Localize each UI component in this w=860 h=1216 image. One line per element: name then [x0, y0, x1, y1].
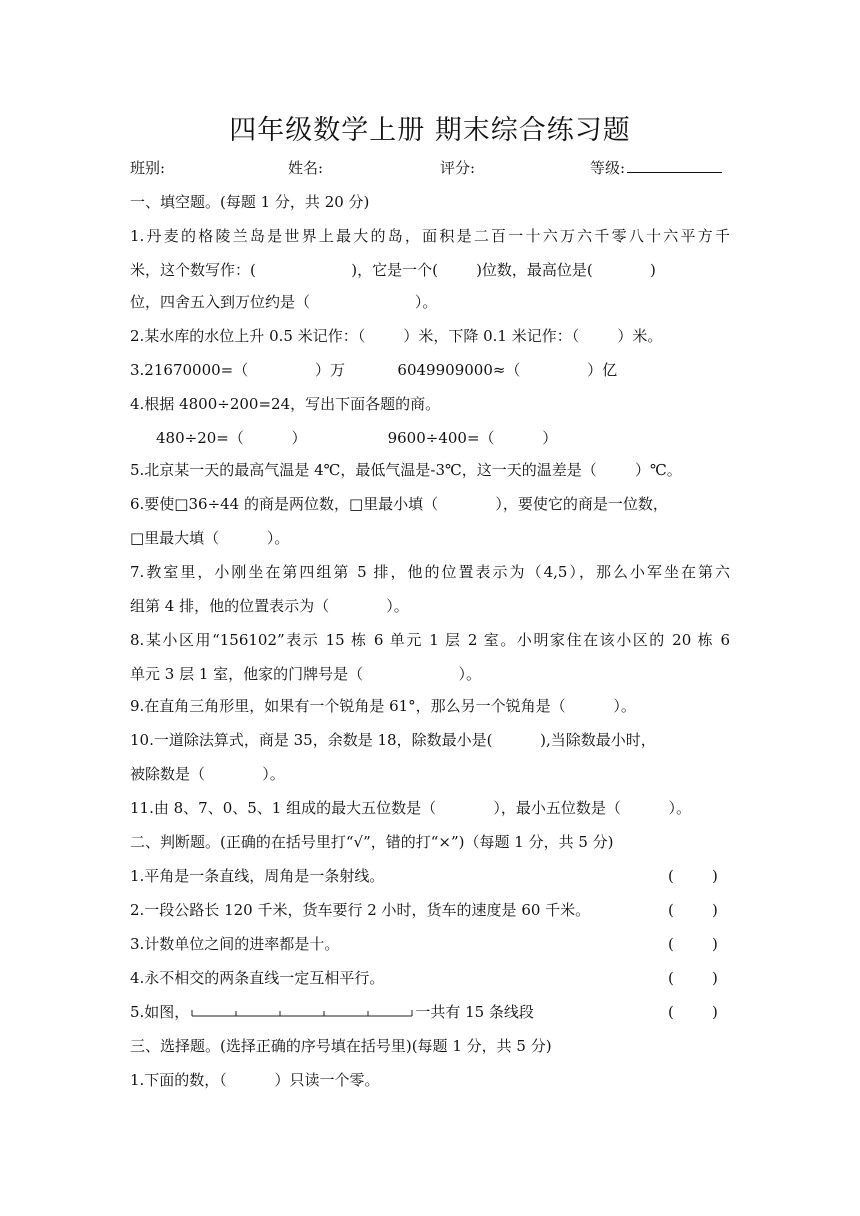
judge-answer-1[interactable]: ( ) [668, 867, 718, 885]
name-label: 姓名: [288, 159, 324, 177]
q4: 4.根据 4800÷200=24，写出下面各题的商。 [130, 395, 441, 413]
section1-heading: 一、填空题。(每题 1 分，共 20 分) [130, 193, 370, 211]
judge-item-4: 4.永不相交的两条直线一定互相平行。 [130, 969, 385, 987]
judge-answer-3[interactable]: ( ) [668, 935, 718, 953]
judge-item-5-text: 5.如图， [130, 1003, 190, 1021]
class-label: 班别: [130, 159, 166, 177]
q7-line1: 7.教室里，小刚坐在第四组第 5 排，他的位置表示为（4,5），那么小军坐在第六 [130, 563, 730, 581]
section3-heading: 三、选择题。(选择正确的序号填在括号里)(每题 1 分，共 5 分) [130, 1037, 552, 1055]
q4-subitems: 480÷20=（ ） 9600÷400=（ ） [156, 429, 558, 447]
score-label: 评分: [440, 159, 476, 177]
page-title: 四年级数学上册 期末综合练习题 [229, 115, 631, 146]
q8-line2: 单元 3 层 1 室，他家的门牌号是（ ）。 [130, 665, 482, 683]
choice-q1: 1.下面的数，（ ）只读一个零。 [130, 1071, 380, 1089]
q10-line2: 被除数是（ ）。 [130, 765, 285, 783]
q6-line1: 6.要使□36÷44 的商是两位数，□里最小填（ ），要使它的商是一位数， [130, 495, 668, 513]
judge-answer-2[interactable]: ( ) [668, 901, 718, 919]
q6-line2: □里最大填（ ）。 [130, 529, 290, 547]
q9: 9.在直角三角形里，如果有一个锐角是 61°，那么另一个锐角是（ ）。 [130, 697, 636, 715]
grade-blank[interactable] [627, 158, 722, 173]
judge-item-5 [130, 1002, 534, 1022]
grade-label: 等级: [590, 159, 626, 177]
judge-item-1: 1.平角是一条直线，周角是一条射线。 [130, 867, 385, 885]
section2-heading: 二、判断题。(正确的在括号里打“√”，错的打“×”)（每题 1 分，共 5 分) [130, 833, 614, 851]
judge-answer-5[interactable]: ( ) [668, 1003, 718, 1021]
line-segment-figure [191, 1006, 413, 1020]
q3: 3.21670000=（ ）万 6049909000≈（ ）亿 [130, 361, 618, 379]
q10-line1: 10.一道除法算式，商是 35，余数是 18，除数最小是( ),当除数最小时， [130, 731, 656, 749]
judge-item-2: 2.一段公路长 120 千米，货车要行 2 小时，货车的速度是 60 千米。 [130, 901, 591, 919]
q7-line2: 组第 4 排，他的位置表示为（ ）。 [130, 597, 409, 615]
judge-answer-4[interactable]: ( ) [668, 969, 718, 987]
q8-line1: 8.某小区用“156102”表示 15 栋 6 单元 1 层 2 室。小明家住在该小区的 20 栋 6 [130, 631, 730, 649]
q5: 5.北京某一天的最高气温是 4℃，最低气温是-3℃，这一天的温差是（ ）℃。 [130, 461, 682, 479]
judge-item-3: 3.计数单位之间的进率都是十。 [130, 935, 340, 953]
q1-line1: 1.丹麦的格陵兰岛是世界上最大的岛，面积是二百一十六万六千零八十六平方千 [130, 227, 730, 245]
q2: 2.某水库的水位上升 0.5 米记作：（ ）米，下降 0.1 米记作：（ ）米。 [130, 327, 663, 345]
judge-item-5-tail: 一共有 15 条线段 [415, 1003, 534, 1021]
grade-field [590, 158, 722, 178]
q1-line2: 米，这个数写作：( )，它是一个( )位数，最高位是( ) [130, 261, 656, 279]
q11: 11.由 8、7、0、5、1 组成的最大五位数是（ ），最小五位数是（ ）。 [130, 799, 692, 817]
q1-line3: 位，四舍五入到万位约是（ ）。 [130, 293, 438, 311]
